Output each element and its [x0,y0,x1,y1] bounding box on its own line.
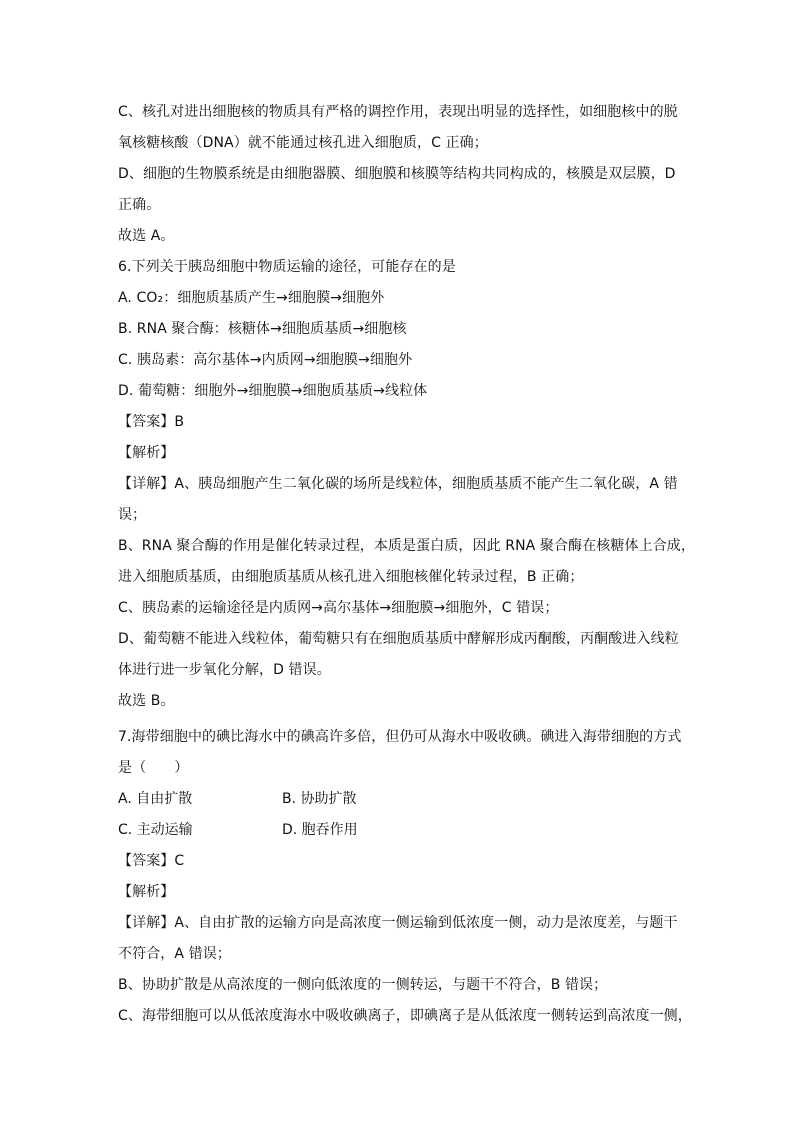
q6-option-d: D. 葡萄糖：细胞外→细胞膜→细胞质基质→线粒体 [118,383,428,399]
q7-option-b: B. 协助扩散 [282,791,357,807]
q7-option-d: D. 胞吞作用 [282,822,358,838]
q6-detail-c: C、胰岛素的运输途径是内质网→高尔基体→细胞膜→细胞外，C 错误； [118,600,559,616]
q7-analysis-label: 【解析】 [118,884,175,900]
q5-conclusion: 故选 A。 [118,228,175,244]
q6-option-c: C. 胰岛素：高尔基体→内质网→细胞膜→细胞外 [118,352,413,368]
q6-detail-b-line1: B、RNA 聚合酶的作用是催化转录过程，本质是蛋白质，因此 RNA 聚合酶在核糖体上合成， [118,538,696,554]
q7-stem-line2: 是（ ） [118,760,189,776]
q7-detail-a-line2: 不符合，A 错误； [118,946,231,962]
q6-detail-a-line2: 误； [118,507,147,523]
q6-answer: 【答案】B [118,414,185,430]
q6-detail-d-line2: 体进行进一步氧化分解，D 错误。 [118,662,331,678]
q6-detail-a-line1: 【详解】A、胰岛细胞产生二氧化碳的场所是线粒体，细胞质基质不能产生二氧化碳，A 错 [118,476,678,492]
q5-explanation-c-line2: 氧核糖核酸（DNA）就不能通过核孔进入细胞质，C 正确； [118,135,488,151]
q7-option-a: A. 自由扩散 [118,791,193,807]
q7-detail-b: B、协助扩散是从高浓度的一侧向低浓度的一侧转运，与题干不符合，B 错误； [118,977,608,993]
q6-analysis-label: 【解析】 [118,445,175,461]
q6-stem: 6.下列关于胰岛细胞中物质运输的途径，可能存在的是 [118,259,456,275]
q6-detail-b-line2: 进入细胞质基质，由细胞质基质从核孔进入细胞核催化转录过程，B 正确； [118,569,584,585]
q7-detail-c: C、海带细胞可以从低浓度海水中吸收碘离子，即碘离子是从低浓度一侧转运到高浓度一侧， [118,1008,692,1024]
q6-conclusion: 故选 B。 [118,693,175,709]
q5-explanation-d-line1: D、细胞的生物膜系统是由细胞器膜、细胞膜和核膜等结构共同构成的，核膜是双层膜，D [118,166,676,182]
q7-detail-a-line1: 【详解】A、自由扩散的运输方向是高浓度一侧运输到低浓度一侧，动力是浓度差，与题干 [118,915,678,931]
q6-option-a: A. CO₂：细胞质基质产生→细胞膜→细胞外 [118,290,385,306]
q5-explanation-c-line1: C、核孔对进出细胞核的物质具有严格的调控作用，表现出明显的选择性，如细胞核中的脱 [118,104,678,120]
q6-detail-d-line1: D、葡萄糖不能进入线粒体，葡萄糖只有在细胞质基质中酵解形成丙酮酸，丙酮酸进入线粒 [118,631,679,647]
q5-explanation-d-line2: 正确。 [118,197,161,213]
q6-option-b: B. RNA 聚合酶：核糖体→细胞质基质→细胞核 [118,321,407,337]
q7-answer: 【答案】C [118,853,185,869]
q7-stem-line1: 7.海带细胞中的碘比海水中的碘高许多倍，但仍可从海水中吸收碘。碘进入海带细胞的方式 [118,729,682,745]
q7-option-c: C. 主动运输 [118,822,193,838]
